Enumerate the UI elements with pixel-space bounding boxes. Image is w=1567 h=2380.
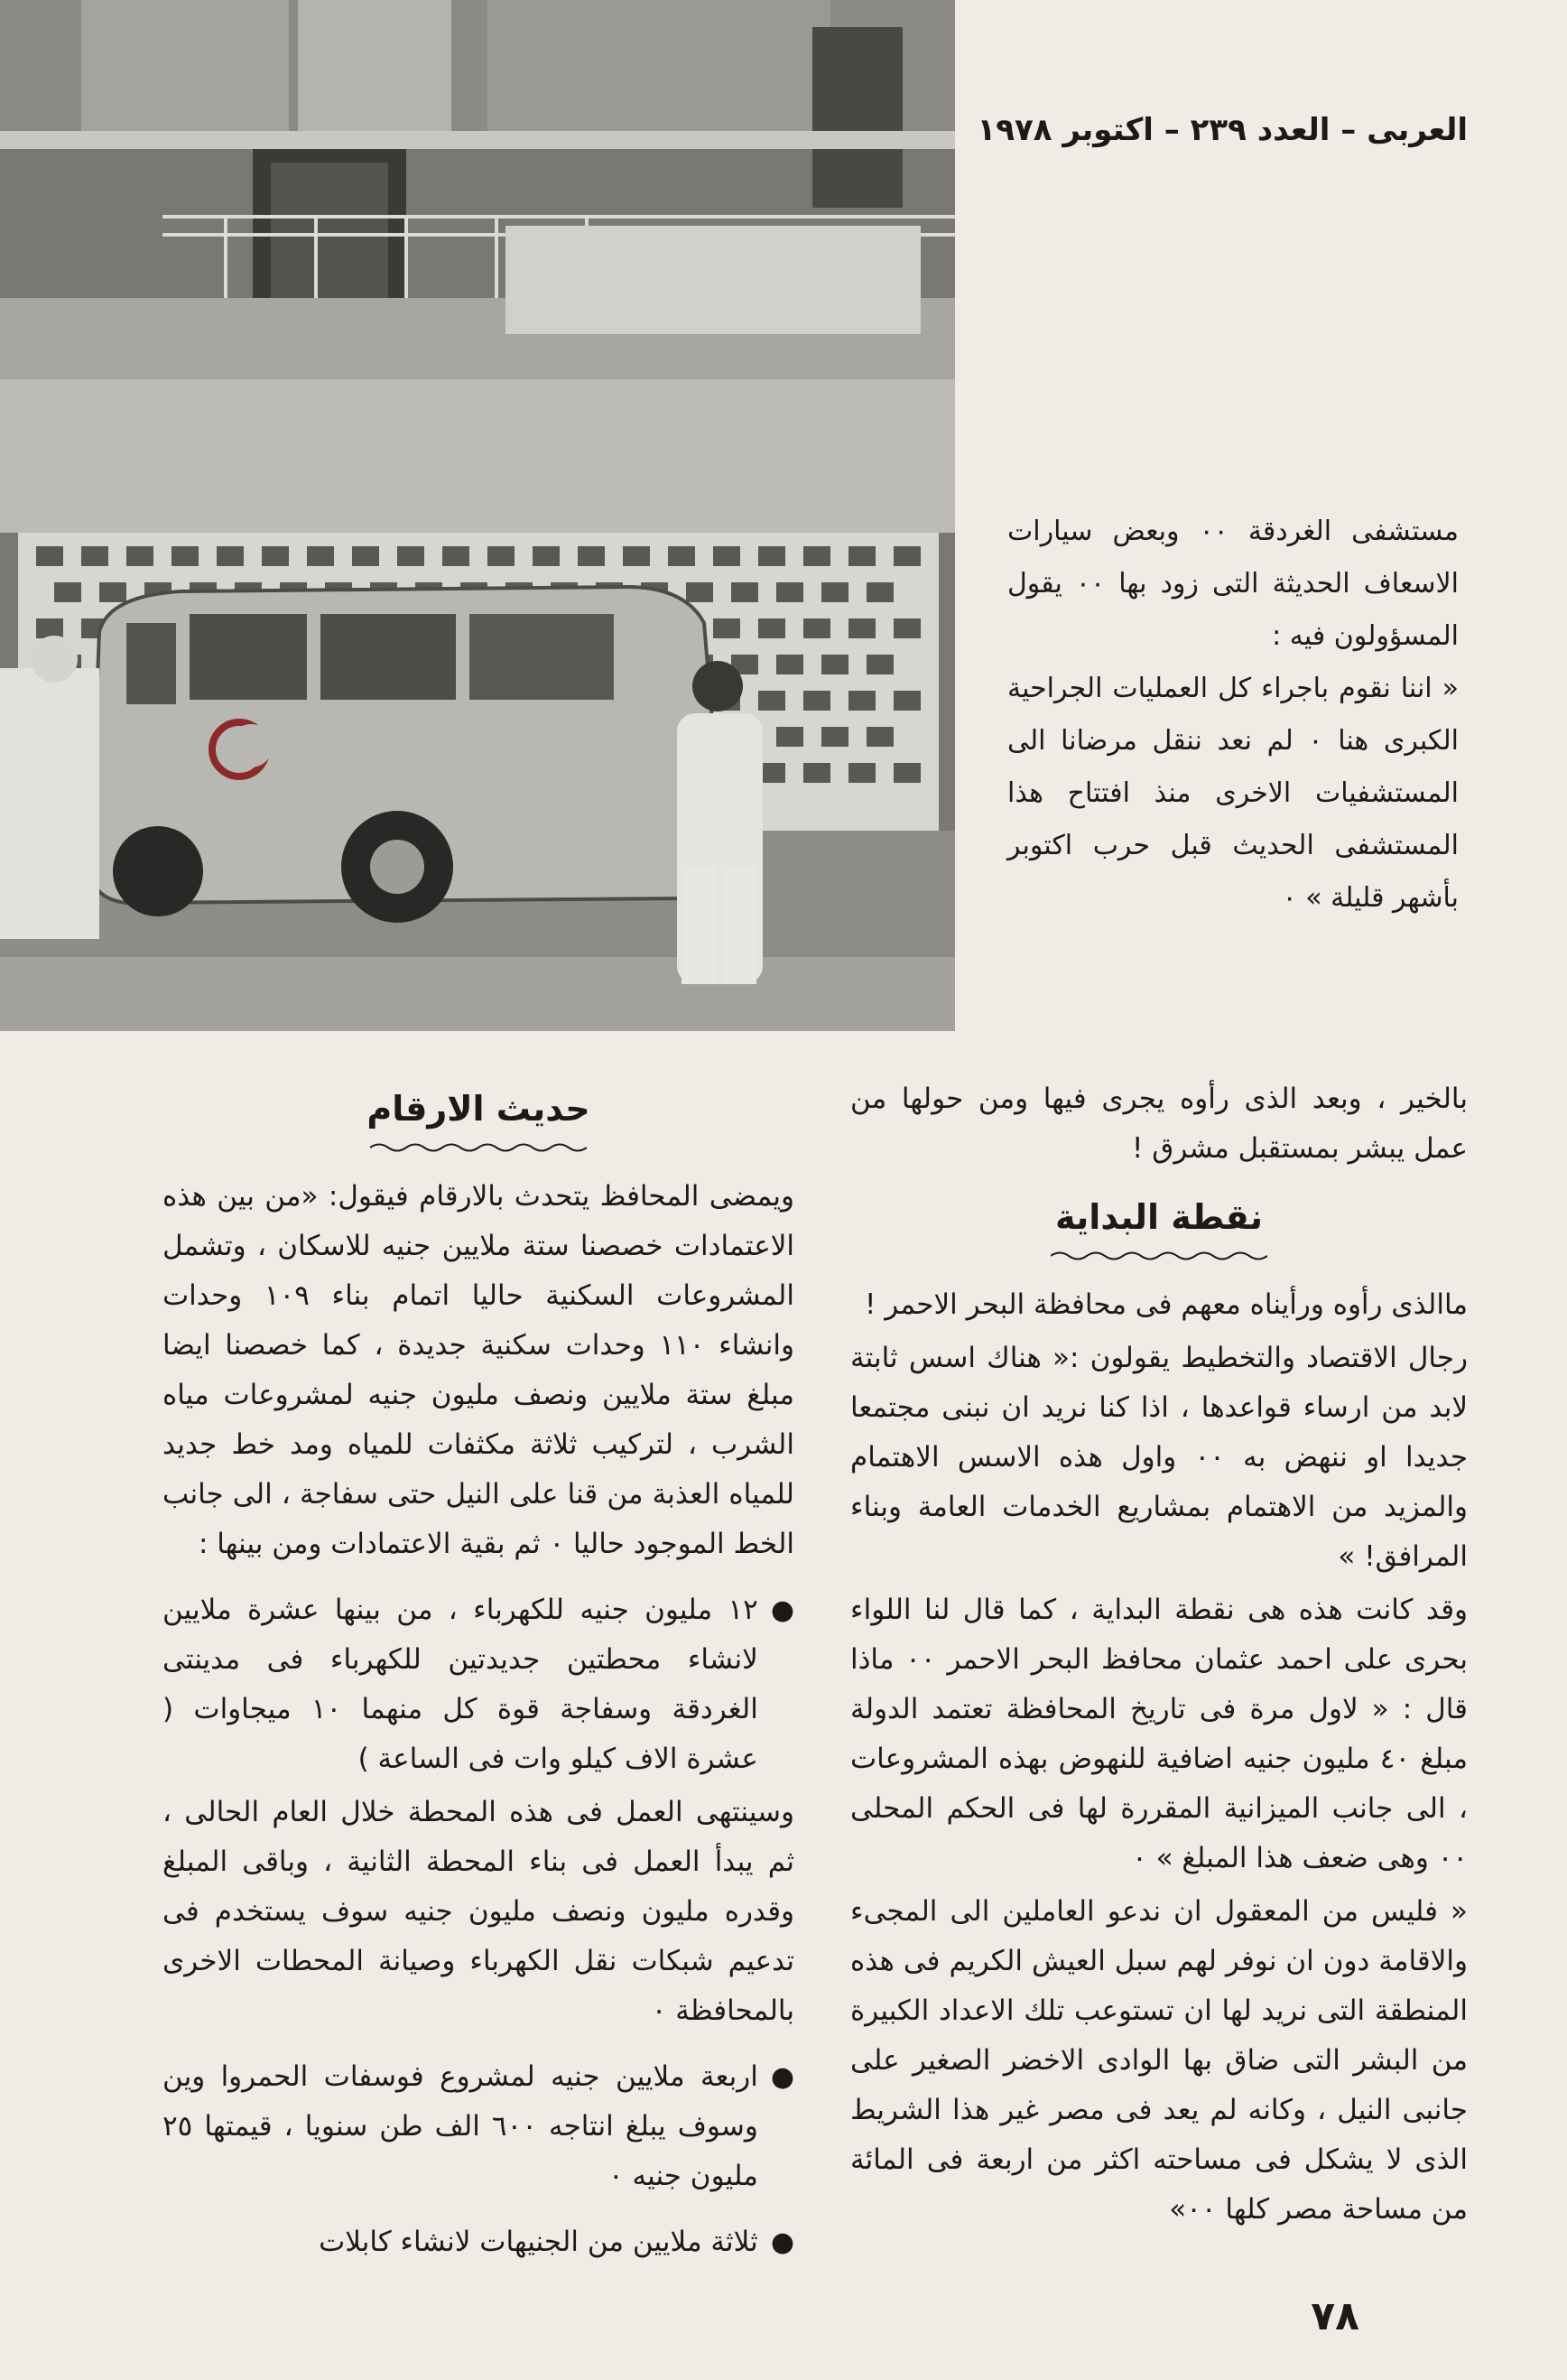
bullet-dot-icon: ● <box>770 1594 794 1626</box>
bullet-text: ثلاثة ملايين من الجنيهات لانشاء كابلات <box>319 2226 758 2258</box>
photo-caption <box>1007 506 1459 925</box>
right-column <box>850 1074 1468 2238</box>
heading-underline-wave <box>370 1141 587 1154</box>
left-column <box>162 1065 794 2271</box>
bullet-item <box>162 1585 794 1784</box>
bullet-item <box>162 2052 794 2201</box>
hospital-ambulance-illustration <box>0 0 955 1031</box>
paragraph: ويمضى المحافظ يتحدث بالارقام فيقول: «من بين هذه الاعتمادات خصصنا ستة ملايين جنيه للاسكان ، وتشمل المشروعات السكنية حاليا اتمام بناء ١٠٩ وحدات وانشاء ١١٠ وحدات سكنية جديدة ، كما خصصنا ايضا مبلغ ستة ملايين ونصف مليون جنيه لمشروعات مياه الشرب ، لتركيب ثلاثة مكثفات للمياه ومد خط جديد للمياه العذبة من قنا على النيل حتى سفاجة ، الى جانب الخط الموجود حاليا ٠ ثم بقية الاعتمادات ومن بينها : <box>162 1180 794 1560</box>
paragraph: رجال الاقتصاد والتخطيط يقولون :« هناك اسس ثابتة لابد من ارساء قواعدها ، اذا كنا نريد ان نبنى مجتمعا جديدا او ننهض به ٠٠ واول هذه الاسس الاهتمام والمزيد من الاهتمام بمشاريع الخدمات العامة وبناء المرافق! » <box>850 1342 1468 1573</box>
bullet-dot-icon: ● <box>770 2061 794 2093</box>
paragraph: ماالذى رأوه ورأيناه معهم فى محافظة البحر الاحمر ! <box>865 1288 1468 1321</box>
intro-paragraph: بالخير ، وبعد الذى رأوه يجرى فيها ومن حولها من عمل يبشر بمستقبل مشرق ! <box>850 1083 1468 1165</box>
page-number: ٧٨ <box>1311 2293 1359 2339</box>
heading-underline-wave <box>1051 1250 1267 1262</box>
bullet-text: ١٢ مليون جنيه للكهرباء ، من بينها عشرة ملايين لانشاء محطتين جديدتين للكهرباء فى مدينتى الغردقة وسفاجة قوة كل منهما ١٠ ميجاوات ( عشرة الاف كيلو وات فى الساعة ) <box>162 1594 758 1775</box>
issue-header: العربى – العدد ٢٣٩ – اكتوبر ١٩٧٨ <box>977 112 1468 148</box>
section-heading-numbers-talk: حديث الارقام <box>366 1089 590 1129</box>
bullet-dot-icon: ● <box>770 2227 794 2258</box>
bullet-followup: وسينتهى العمل فى هذه المحطة خلال العام الحالى ، ثم يبدأ العمل فى بناء المحطة الثانية ، وباقى المبلغ وقدره مليون ونصف مليون جنيه سوف يستخدم فى تدعيم شبكات نقل الكهرباء وصيانة المحطات الاخرى بالمحافظة ٠ <box>162 1796 794 2027</box>
hospital-photo <box>0 0 955 1031</box>
bullet-text: اربعة ملايين جنيه لمشروع فوسفات الحمروا وين وسوف يبلغ انتاجه ٦٠٠ الف طن سنويا ، قيمتها ٢٥ مليون جنيه ٠ <box>162 2060 758 2192</box>
paragraph: وقد كانت هذه هى نقطة البداية ، كما قال لنا اللواء بحرى على احمد عثمان محافظ البحر الاحمر ٠٠ ماذا قال : « لاول مرة فى تاريخ المحافظة تعتمد الدولة مبلغ ٤٠ مليون جنيه اضافية للنهوض بهذه المشروعات ، الى جانب الميزانية المقررة لها فى الحكم المحلى ٠٠ وهى ضعف هذا المبلغ » ٠ <box>850 1594 1468 1874</box>
section-heading-starting-point: نقطة البداية <box>1054 1197 1263 1237</box>
bullet-item <box>162 2217 794 2267</box>
caption-line-1: مستشفى الغردقة ٠٠ وبعض سيارات الاسعاف الحديثة التى زود بها ٠٠ يقول المسؤولون فيه : <box>1007 516 1460 652</box>
paragraph: « فليس من المعقول ان ندعو العاملين الى المجىء والاقامة دون ان نوفر لهم سبل العيش الكريم فى هذه المنطقة التى نريد لها ان تستوعب تلك الاعداد الكبيرة من البشر التى ضاق بها الوادى الاخضر الصغير على جانبى النيل ، وكانه لم يعد فى مصر غير هذا الشريط الذى لا يشكل فى مساحته اكثر من اربعة فى المائة من مساحة مصر كلها ٠٠» <box>850 1895 1468 2226</box>
caption-line-2: « اننا نقوم باجراء كل العمليات الجراحية الكبرى هنا ٠ لم نعد ننقل مرضانا الى المستشفيات الاخرى منذ افتتاح هذا المستشفى الحديث قبل حرب اكتوبر بأشهر قليلة » ٠ <box>1007 673 1459 914</box>
